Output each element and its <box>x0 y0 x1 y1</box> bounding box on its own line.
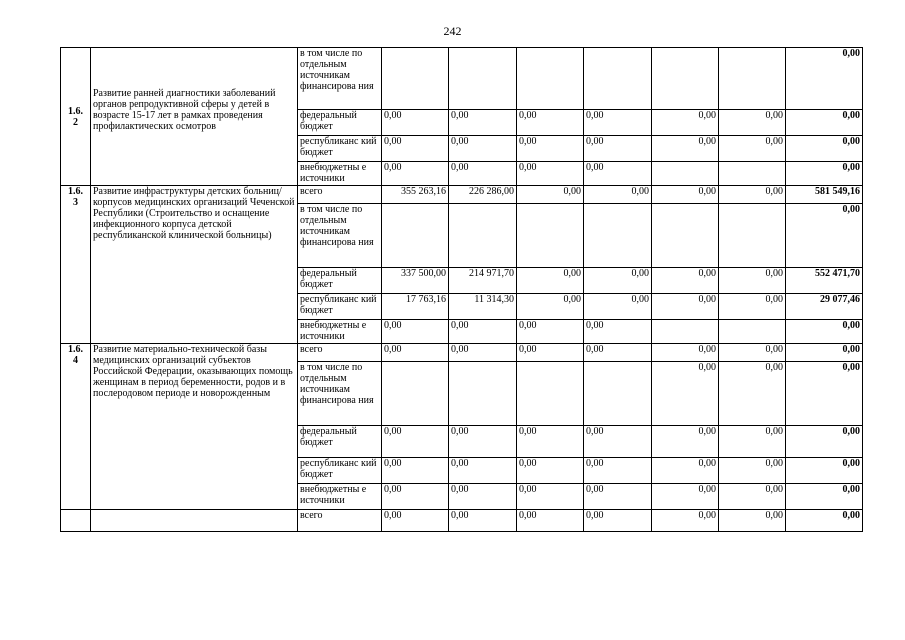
year-value <box>382 48 449 110</box>
year-value <box>652 204 719 268</box>
year-value: 17 763,16 <box>382 294 449 320</box>
year-value: 0,00 <box>517 344 584 362</box>
funding-source: республиканс кий бюджет <box>298 136 382 162</box>
year-value: 0,00 <box>652 458 719 484</box>
table-row <box>61 48 863 110</box>
total-value: 0,00 <box>786 110 863 136</box>
year-value <box>449 204 517 268</box>
funding-source: республиканс кий бюджет <box>298 294 382 320</box>
year-value <box>584 362 652 426</box>
year-value: 0,00 <box>449 136 517 162</box>
total-value: 0,00 <box>786 510 863 532</box>
total-value: 0,00 <box>786 136 863 162</box>
year-value <box>584 204 652 268</box>
table-row <box>61 186 863 204</box>
year-value: 0,00 <box>719 362 786 426</box>
table-row <box>61 344 863 362</box>
year-value: 0,00 <box>382 110 449 136</box>
year-value <box>517 204 584 268</box>
item-number <box>61 510 91 532</box>
year-value: 0,00 <box>382 344 449 362</box>
year-value <box>652 162 719 186</box>
year-value: 0,00 <box>517 320 584 344</box>
year-value: 0,00 <box>382 162 449 186</box>
funding-source: федеральный бюджет <box>298 110 382 136</box>
year-value: 0,00 <box>719 110 786 136</box>
table-body <box>61 48 863 532</box>
funding-source: федеральный бюджет <box>298 426 382 458</box>
year-value: 0,00 <box>449 110 517 136</box>
year-value: 0,00 <box>517 110 584 136</box>
year-value: 0,00 <box>584 344 652 362</box>
year-value: 355 263,16 <box>382 186 449 204</box>
year-value: 0,00 <box>517 458 584 484</box>
year-value: 0,00 <box>652 362 719 426</box>
year-value: 0,00 <box>449 344 517 362</box>
year-value: 0,00 <box>449 426 517 458</box>
year-value: 226 286,00 <box>449 186 517 204</box>
year-value: 0,00 <box>652 136 719 162</box>
year-value: 0,00 <box>652 294 719 320</box>
year-value: 0,00 <box>719 510 786 532</box>
year-value: 0,00 <box>517 294 584 320</box>
table-row <box>61 510 863 532</box>
item-number: 1.6. 2 <box>61 48 91 186</box>
year-value <box>517 362 584 426</box>
item-name: Развитие материально-технической базы медицинских организаций субъектов Российской Федерации, оказывающих помощь женщинам в период беременности, родов и в послеродовом периоде и новорожденным <box>91 344 298 510</box>
funding-source: в том числе по отдельным источникам финансирова ния <box>298 362 382 426</box>
year-value: 0,00 <box>584 510 652 532</box>
year-value: 0,00 <box>652 268 719 294</box>
year-value: 0,00 <box>517 186 584 204</box>
total-value: 0,00 <box>786 458 863 484</box>
total-value: 29 077,46 <box>786 294 863 320</box>
year-value: 0,00 <box>449 162 517 186</box>
funding-source: внебюджетны е источники <box>298 484 382 510</box>
funding-source: всего <box>298 510 382 532</box>
year-value: 11 314,30 <box>449 294 517 320</box>
year-value: 0,00 <box>719 294 786 320</box>
year-value <box>719 204 786 268</box>
year-value: 214 971,70 <box>449 268 517 294</box>
year-value: 0,00 <box>719 484 786 510</box>
year-value <box>719 320 786 344</box>
funding-source: в том числе по отдельным источникам финансирова ния <box>298 204 382 268</box>
item-number: 1.6. 4 <box>61 344 91 510</box>
total-value: 0,00 <box>786 204 863 268</box>
year-value: 0,00 <box>584 458 652 484</box>
year-value <box>382 362 449 426</box>
year-value: 0,00 <box>517 136 584 162</box>
item-name: Развитие ранней диагностики заболеваний органов репродуктивной сферы у детей в возрасте 15-17 лет в рамках проведения профилактических осмотров <box>91 48 298 186</box>
total-value: 0,00 <box>786 484 863 510</box>
year-value <box>719 48 786 110</box>
year-value: 0,00 <box>517 484 584 510</box>
year-value: 0,00 <box>652 186 719 204</box>
total-value: 0,00 <box>786 320 863 344</box>
year-value: 0,00 <box>719 268 786 294</box>
year-value: 0,00 <box>449 484 517 510</box>
year-value: 0,00 <box>517 268 584 294</box>
year-value: 0,00 <box>382 320 449 344</box>
total-value: 581 549,16 <box>786 186 863 204</box>
year-value: 0,00 <box>584 186 652 204</box>
year-value <box>449 48 517 110</box>
year-value: 0,00 <box>719 458 786 484</box>
year-value: 0,00 <box>382 426 449 458</box>
total-value: 0,00 <box>786 162 863 186</box>
year-value: 0,00 <box>382 458 449 484</box>
year-value: 0,00 <box>584 162 652 186</box>
year-value: 0,00 <box>584 136 652 162</box>
year-value: 0,00 <box>382 510 449 532</box>
year-value: 0,00 <box>449 510 517 532</box>
year-value: 0,00 <box>719 186 786 204</box>
year-value <box>382 204 449 268</box>
year-value: 0,00 <box>382 484 449 510</box>
item-name <box>91 510 298 532</box>
year-value <box>584 48 652 110</box>
year-value: 0,00 <box>449 458 517 484</box>
year-value <box>719 162 786 186</box>
year-value: 0,00 <box>719 344 786 362</box>
year-value: 0,00 <box>584 268 652 294</box>
year-value: 0,00 <box>382 136 449 162</box>
funding-source: федеральный бюджет <box>298 268 382 294</box>
year-value: 0,00 <box>517 510 584 532</box>
year-value: 0,00 <box>652 426 719 458</box>
funding-source: всего <box>298 344 382 362</box>
year-value: 0,00 <box>584 294 652 320</box>
year-value: 0,00 <box>517 426 584 458</box>
year-value: 0,00 <box>652 344 719 362</box>
year-value: 0,00 <box>584 110 652 136</box>
year-value: 0,00 <box>584 484 652 510</box>
item-number: 1.6. 3 <box>61 186 91 344</box>
year-value <box>449 362 517 426</box>
funding-source: республиканс кий бюджет <box>298 458 382 484</box>
year-value: 0,00 <box>652 510 719 532</box>
year-value <box>652 48 719 110</box>
funding-source: в том числе по отдельным источникам финансирова ния <box>298 48 382 110</box>
year-value: 0,00 <box>584 320 652 344</box>
year-value <box>517 48 584 110</box>
year-value: 0,00 <box>652 110 719 136</box>
year-value: 0,00 <box>449 320 517 344</box>
funding-table <box>60 47 863 532</box>
year-value <box>652 320 719 344</box>
funding-source: всего <box>298 186 382 204</box>
total-value: 0,00 <box>786 426 863 458</box>
year-value: 0,00 <box>652 484 719 510</box>
funding-source: внебюджетны е источники <box>298 162 382 186</box>
total-value: 552 471,70 <box>786 268 863 294</box>
funding-source: внебюджетны е источники <box>298 320 382 344</box>
year-value: 0,00 <box>584 426 652 458</box>
year-value: 0,00 <box>719 136 786 162</box>
total-value: 0,00 <box>786 344 863 362</box>
total-value: 0,00 <box>786 48 863 110</box>
page-number: 242 <box>443 24 462 38</box>
year-value: 0,00 <box>719 426 786 458</box>
year-value: 337 500,00 <box>382 268 449 294</box>
item-name: Развитие инфраструктуры детских больниц/корпусов медицинских организаций Чеченской Республики (Строительство и оснащение инфекционного корпуса детской республиканской клинической больницы) <box>91 186 298 344</box>
total-value: 0,00 <box>786 362 863 426</box>
year-value: 0,00 <box>517 162 584 186</box>
